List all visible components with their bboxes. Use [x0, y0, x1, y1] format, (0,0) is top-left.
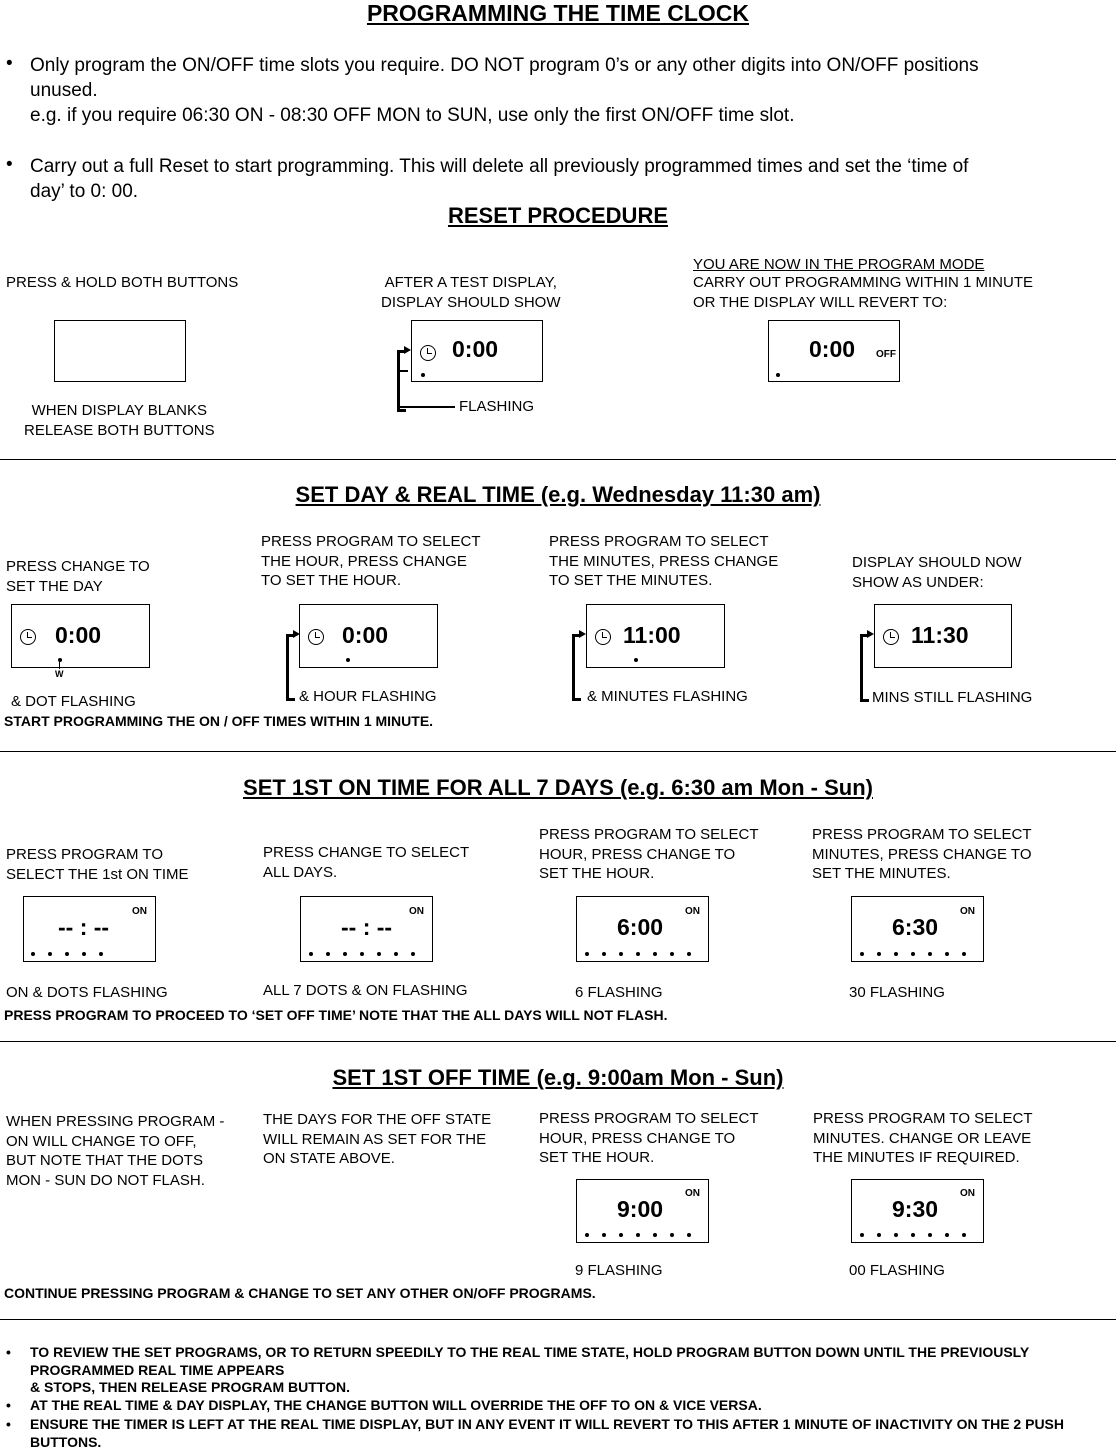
- day-dot: [360, 952, 364, 956]
- intro-paragraph-1: [30, 53, 1110, 128]
- offtime-step2-top: THE DAYS FOR THE OFF STATE WILL REMAIN AS SET FOR THE ON STATE ABOVE.: [263, 1111, 492, 1167]
- lcd-time: 11:30: [911, 622, 969, 648]
- dayreal-step1-bottom: & DOT FLASHING: [11, 693, 136, 710]
- divider: [0, 459, 1116, 460]
- day-dot: [48, 952, 52, 956]
- lcd-time: -- : --: [58, 914, 110, 940]
- intro-line: e.g. if you require 06:30 ON - 08:30 OFF MON to SUN, use only the first ON/OFF time slot.: [30, 105, 795, 126]
- lcd-display: [851, 1179, 984, 1243]
- ontime-step1-top: PRESS PROGRAM TO SELECT THE 1st ON TIME: [6, 846, 189, 883]
- offtime-note: CONTINUE PRESSING PROGRAM & CHANGE TO SET ANY OTHER ON/OFF PROGRAMS.: [4, 1285, 596, 1301]
- bullet-dot: •: [6, 1397, 11, 1413]
- clock-icon: [420, 345, 436, 361]
- intro-line: day’ to 0: 00.: [30, 181, 139, 202]
- bracket-icon: [572, 634, 581, 701]
- day-dot: [326, 952, 330, 956]
- clock-icon: [595, 629, 611, 645]
- bracket-icon: [397, 350, 406, 412]
- lcd-display: [23, 896, 156, 962]
- ontime-step1-bottom: ON & DOTS FLASHING: [6, 984, 168, 1001]
- day-dot: [636, 952, 640, 956]
- day-dot: [928, 1233, 932, 1237]
- lcd-display: [576, 896, 709, 962]
- offtime-step3-top: PRESS PROGRAM TO SELECT HOUR, PRESS CHANGE TO SET THE HOUR.: [539, 1110, 759, 1166]
- intro-line: Carry out a full Reset to start programming. This will delete all previously programmed times and set the ‘time of: [30, 156, 969, 177]
- lcd-time: 6:00: [617, 914, 664, 940]
- day-dot: [670, 1233, 674, 1237]
- arrow-icon: [404, 346, 411, 354]
- dayreal-step1-top: PRESS CHANGE TO SET THE DAY: [6, 558, 150, 595]
- lcd-time: 9:00: [617, 1196, 664, 1222]
- day-dot: [309, 952, 313, 956]
- dayreal-step4-top: DISPLAY SHOULD NOW SHOW AS UNDER:: [852, 554, 1022, 591]
- day-dot: [636, 1233, 640, 1237]
- page-title: PROGRAMMING THE TIME CLOCK: [366, 0, 750, 26]
- ontime-note: PRESS PROGRAM TO PROCEED TO ‘SET OFF TIME’ NOTE THAT THE ALL DAYS WILL NOT FLASH.: [4, 1007, 668, 1023]
- on-indicator: ON: [960, 1188, 975, 1199]
- day-dot: [619, 952, 623, 956]
- lcd-time: 0:00: [342, 622, 389, 648]
- day-dot: [928, 952, 932, 956]
- footer-note: ENSURE THE TIMER IS LEFT AT THE REAL TIME DISPLAY, BUT IN ANY EVENT IT WILL REVERT TO THIS AFTER 1 MINUTE OF INACTIVITY ON THE 2 PUSH BUTTONS.: [30, 1416, 1065, 1450]
- intro-line: Only program the ON/OFF time slots you require. DO NOT program 0’s or any other digits into ON/OFF positions: [30, 55, 979, 76]
- lcd-time: -- : --: [341, 914, 393, 940]
- dayreal-step3-top: PRESS PROGRAM TO SELECT THE MINUTES, PRESS CHANGE TO SET THE MINUTES.: [549, 533, 779, 589]
- bracket-icon: [860, 634, 869, 702]
- day-dot: [585, 1233, 589, 1237]
- bracket-lead: [400, 370, 408, 372]
- lcd-display: [851, 896, 984, 962]
- reset-step2-bottom: FLASHING: [459, 398, 535, 415]
- ontime-heading: SET 1ST ON TIME FOR ALL 7 DAYS (e.g. 6:30 am Mon - Sun): [243, 775, 873, 800]
- day-dot: [911, 952, 915, 956]
- lcd-display: [299, 604, 438, 668]
- ontime-step2-bottom: ALL 7 DOTS & ON FLASHING: [263, 982, 468, 999]
- reset-step1-bottom: WHEN DISPLAY BLANKS RELEASE BOTH BUTTONS: [24, 402, 215, 439]
- bracket-icon: [286, 634, 295, 701]
- dayreal-step2-top: PRESS PROGRAM TO SELECT THE HOUR, PRESS CHANGE TO SET THE HOUR.: [261, 533, 481, 589]
- day-dot: [65, 952, 69, 956]
- bullet-dot: •: [6, 154, 13, 175]
- ontime-step3-top: PRESS PROGRAM TO SELECT HOUR, PRESS CHANGE TO SET THE HOUR.: [539, 826, 759, 882]
- day-dot: [911, 1233, 915, 1237]
- day-dot: [894, 952, 898, 956]
- divider: [0, 1041, 1116, 1042]
- dayreal-step2-bottom: & HOUR FLASHING: [299, 688, 437, 705]
- footer-note: TO REVIEW THE SET PROGRAMS, OR TO RETURN SPEEDILY TO THE REAL TIME STATE, HOLD PROGRAM BUTTON DOWN UNTIL THE PREVIOUSLY PROGRAMMED REAL TIME APPEARS & STOPS, THEN RELEASE PROGRAM BUTTON.: [30, 1344, 1030, 1395]
- divider: [0, 1319, 1116, 1320]
- day-dot: [602, 952, 606, 956]
- day-dot: [860, 1233, 864, 1237]
- day-dot: [962, 952, 966, 956]
- bullet-dot: •: [6, 1344, 11, 1360]
- day-dot: [346, 658, 350, 662]
- on-indicator: ON: [409, 906, 424, 917]
- day-dot: [962, 1233, 966, 1237]
- clock-icon: [308, 629, 324, 645]
- day-dot: [653, 952, 657, 956]
- on-indicator: ON: [685, 1188, 700, 1199]
- intro-paragraph-2: [30, 154, 1110, 204]
- day-dot: [687, 952, 691, 956]
- lcd-display: [576, 1179, 709, 1243]
- day-dot: [945, 1233, 949, 1237]
- day-dot: [860, 952, 864, 956]
- on-indicator: ON: [960, 906, 975, 917]
- ontime-step2-top: PRESS CHANGE TO SELECT ALL DAYS.: [263, 844, 470, 881]
- lcd-time: 6:30: [892, 914, 939, 940]
- day-dot: [877, 1233, 881, 1237]
- off-indicator: OFF: [876, 349, 896, 360]
- day-dot: [31, 952, 35, 956]
- lcd-time: 0:00: [55, 622, 102, 648]
- day-dot: [421, 373, 425, 377]
- day-dot: [99, 952, 103, 956]
- lcd-time: 11:00: [623, 622, 681, 648]
- lcd-time: 0:00: [452, 336, 499, 362]
- reset-heading: RESET PROCEDURE: [447, 203, 669, 228]
- dayreal-step3-bottom: & MINUTES FLASHING: [587, 688, 748, 705]
- offtime-heading: SET 1ST OFF TIME (e.g. 9:00am Mon - Sun): [332, 1065, 784, 1090]
- ontime-step4-bottom: 30 FLASHING: [849, 984, 945, 1001]
- ontime-step4-top: PRESS PROGRAM TO SELECT MINUTES, PRESS CHANGE TO SET THE MINUTES.: [812, 826, 1032, 882]
- lcd-blank: [54, 320, 186, 382]
- day-dot: [585, 952, 589, 956]
- lcd-display: [874, 604, 1012, 668]
- on-indicator: ON: [132, 906, 147, 917]
- divider: [0, 751, 1116, 752]
- day-dot: [894, 1233, 898, 1237]
- day-dot: [343, 952, 347, 956]
- lcd-time: 9:30: [892, 1196, 939, 1222]
- bullet-dot: •: [6, 1416, 11, 1432]
- ontime-step3-bottom: 6 FLASHING: [575, 984, 663, 1001]
- day-dot: [776, 373, 780, 377]
- bracket-lead: [400, 406, 455, 408]
- day-dot: [634, 658, 638, 662]
- day-dot: [653, 1233, 657, 1237]
- offtime-step4-bottom: 00 FLASHING: [849, 1262, 945, 1279]
- lcd-display: [300, 896, 433, 962]
- day-dot: [619, 1233, 623, 1237]
- clock-icon: [20, 629, 36, 645]
- reset-step1-top: PRESS & HOLD BOTH BUTTONS: [6, 274, 239, 291]
- day-dot: [377, 952, 381, 956]
- bullet-dot: •: [6, 53, 13, 74]
- footer-note: AT THE REAL TIME & DAY DISPLAY, THE CHANGE BUTTON WILL OVERRIDE THE OFF TO ON & VICE VERSA.: [30, 1397, 762, 1413]
- day-marker-line: [59, 660, 60, 669]
- offtime-step4-top: PRESS PROGRAM TO SELECT MINUTES. CHANGE OR LEAVE THE MINUTES IF REQUIRED.: [813, 1110, 1033, 1166]
- day-dot: [602, 1233, 606, 1237]
- lcd-display: [411, 320, 543, 382]
- lcd-display: [586, 604, 725, 668]
- day-dot: [670, 952, 674, 956]
- offtime-step3-bottom: 9 FLASHING: [575, 1262, 663, 1279]
- day-letter: W: [55, 669, 64, 679]
- arrow-icon: [579, 630, 586, 638]
- dayreal-heading: SET DAY & REAL TIME (e.g. Wednesday 11:30 am): [295, 482, 821, 507]
- clock-icon: [883, 629, 899, 645]
- lcd-display: [768, 320, 900, 382]
- dayreal-note: START PROGRAMMING THE ON / OFF TIMES WITHIN 1 MINUTE.: [4, 713, 434, 729]
- reset-step3-top: CARRY OUT PROGRAMMING WITHIN 1 MINUTE OR THE DISPLAY WILL REVERT TO:: [693, 274, 1034, 311]
- reset-step3-top-underlined: YOU ARE NOW IN THE PROGRAM MODE: [693, 256, 985, 273]
- day-dot: [687, 1233, 691, 1237]
- arrow-icon: [867, 630, 874, 638]
- day-dot: [82, 952, 86, 956]
- day-dot: [394, 952, 398, 956]
- day-dot: [877, 952, 881, 956]
- lcd-time: 0:00: [809, 336, 856, 362]
- intro-line: unused.: [30, 80, 98, 101]
- arrow-icon: [293, 630, 300, 638]
- dayreal-step4-bottom: MINS STILL FLASHING: [872, 689, 1033, 706]
- offtime-step1-top: WHEN PRESSING PROGRAM - ON WILL CHANGE TO OFF, BUT NOTE THAT THE DOTS MON - SUN DO NOT FLASH.: [6, 1113, 225, 1189]
- day-dot: [411, 952, 415, 956]
- on-indicator: ON: [685, 906, 700, 917]
- day-dot: [945, 952, 949, 956]
- lcd-display: [11, 604, 150, 668]
- reset-step2-top: AFTER A TEST DISPLAY, DISPLAY SHOULD SHOW: [381, 274, 561, 311]
